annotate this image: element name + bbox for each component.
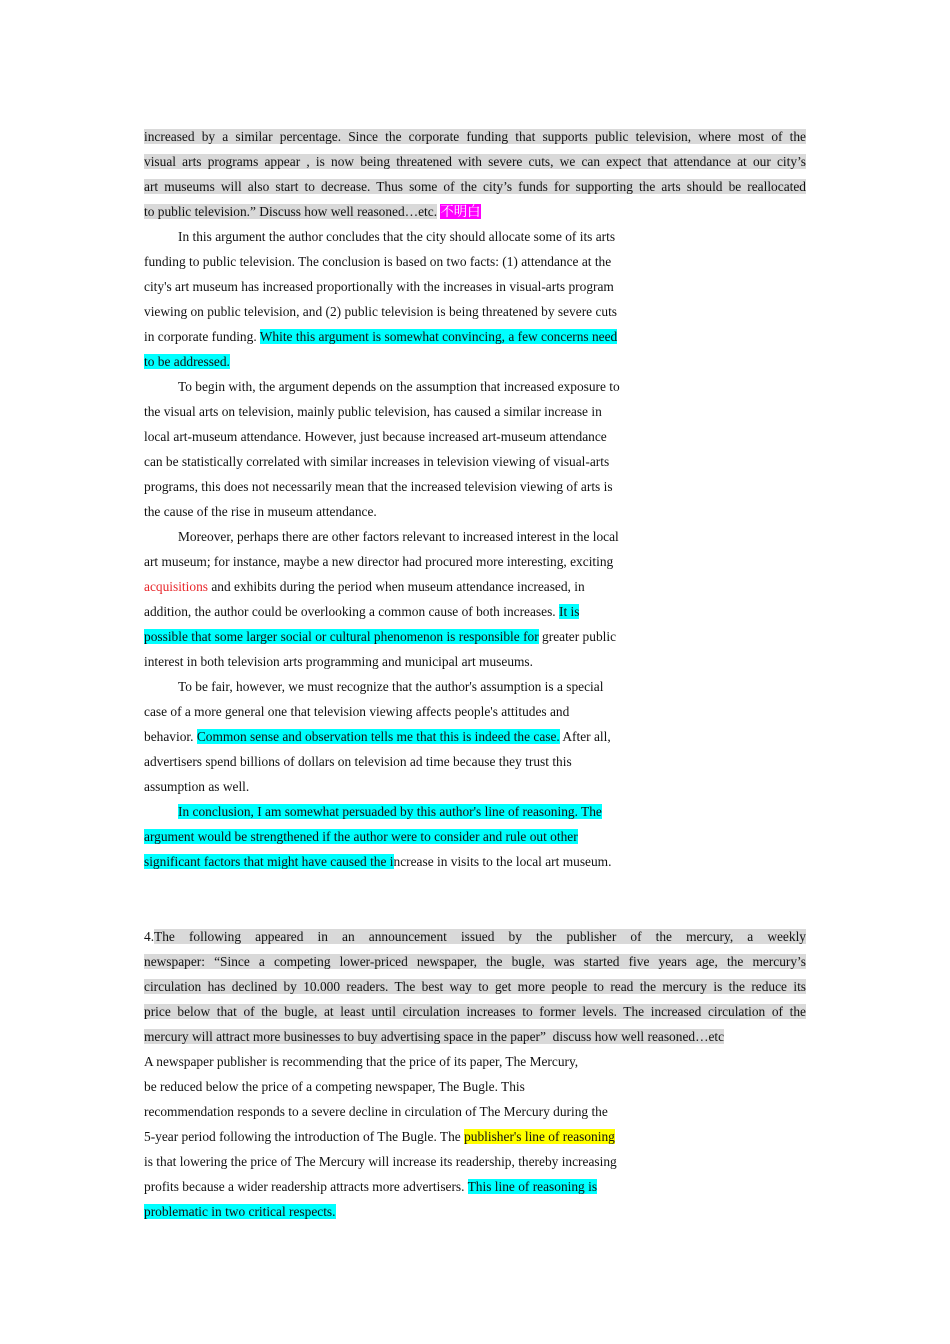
- essay4-line-7: problematic in two critical respects.: [144, 1204, 336, 1219]
- essay3-p3-line-4: addition, the author could be overlooking a common cause of both increases. It is: [144, 604, 580, 619]
- essay3-p1-line-1: In this argument the author concludes that the city should allocate some of its arts: [178, 229, 616, 244]
- essay3-p2-line-6: the cause of the rise in museum attendance.: [144, 504, 377, 519]
- essay3-p3-line-6: interest in both television arts programming and municipal art museums.: [144, 654, 533, 669]
- essay3-p2-line-4: can be statistically correlated with similar increases in television viewing of visual-arts: [144, 454, 610, 469]
- essay3-p3-line-1: Moreover, perhaps there are other factors relevant to increased interest in the local: [178, 529, 619, 544]
- essay4-line-6: profits because a wider readership attracts more advertisers. This line of reasoning is: [144, 1179, 598, 1194]
- essay3-p2-line-3: local art-museum attendance. However, just because increased art-museum attendance: [144, 429, 607, 444]
- essay3-p3-line-5: possible that some larger social or cultural phenomenon is responsible for greater public: [144, 629, 617, 644]
- prompt3-line-4: to public television.” Discuss how well reasoned…etc. 不明白: [144, 204, 481, 219]
- essay3-p1-line-3: city's art museum has increased proportionally with the increases in visual-arts program: [144, 279, 614, 294]
- essay3-p1-line-6: to be addressed.: [144, 354, 230, 369]
- essay4-line-5: is that lowering the price of The Mercury will increase its readership, thereby increasing: [144, 1154, 617, 1169]
- essay3-p2-line-1: To begin with, the argument depends on the assumption that increased exposure to: [178, 379, 620, 394]
- essay3-p5-line-3: significant factors that might have caused the increase in visits to the local art museum.: [144, 854, 612, 869]
- essay3-p1-line-2: funding to public television. The conclusion is based on two facts: (1) attendance at the: [144, 254, 612, 269]
- prompt4-line-1: 4.The following appeared in an announcement issued by the publisher of the mercury, a weekly: [144, 929, 806, 944]
- essay3-p5-line-1: In conclusion, I am somewhat persuaded by this author's line of reasoning. The: [178, 804, 602, 819]
- prompt4-line-5: mercury will attract more businesses to buy advertising space in the paper” discuss how well reasoned…etc: [144, 1029, 725, 1044]
- essay3-p3-line-3: acquisitions and exhibits during the period when museum attendance increased, in: [144, 579, 585, 594]
- essay4-line-4: 5-year period following the introduction of The Bugle. The publisher's line of reasoning: [144, 1129, 615, 1144]
- red-word: acquisitions: [144, 579, 208, 594]
- prompt4-line-2: newspaper: “Since a competing lower-priced newspaper, the bugle, was started five years age, the mercury’s: [144, 954, 806, 969]
- essay3-p4-line-5: assumption as well.: [144, 779, 250, 794]
- essay3-p1-line-5: in corporate funding. White this argument is somewhat convincing, a few concerns need: [144, 329, 618, 344]
- essay3-p4-line-1: To be fair, however, we must recognize that the author's assumption is a special: [178, 679, 604, 694]
- essay4-line-1: A newspaper publisher is recommending that the price of its paper, The Mercury,: [144, 1054, 579, 1069]
- prompt4-line-4: price below that of the bugle, at least until circulation increases to former levels. The increased circulation of the: [144, 1004, 806, 1019]
- essay3-p1-line-4: viewing on public television, and (2) public television is being threatened by severe cuts: [144, 304, 618, 319]
- essay3-p4-line-4: advertisers spend billions of dollars on television ad time because they trust this: [144, 754, 572, 769]
- essay3-p5-line-2: argument would be strengthened if the author were to consider and rule out other: [144, 829, 578, 844]
- essay4-line-2: be reduced below the price of a competing newspaper, The Bugle. This: [144, 1079, 525, 1094]
- essay3-p3-line-2: art museum; for instance, maybe a new director had procured more interesting, exciting: [144, 554, 614, 569]
- essay4-line-3: recommendation responds to a severe decline in circulation of The Mercury during the: [144, 1104, 608, 1119]
- prompt4-line-3: circulation has declined by 10.000 readers. The best way to get more people to read the mercury is the reduce its: [144, 979, 806, 994]
- essay3-p4-line-3: behavior. Common sense and observation tells me that this is indeed the case. After all,: [144, 729, 611, 744]
- prompt3-line-2: visual arts programs appear , is now being threatened with severe cuts, we can expect that attendance at our city’s: [144, 154, 806, 169]
- prompt3-line-1: increased by a similar percentage. Since the corporate funding that supports public television, where most of the: [144, 129, 806, 144]
- prompt3-line-3: art museums will also start to decrease. Thus some of the city’s funds for supporting the arts should be reallocated: [144, 179, 806, 194]
- essay3-p2-line-5: programs, this does not necessarily mean that the increased television viewing of arts is: [144, 479, 613, 494]
- essay3-p2-line-2: the visual arts on television, mainly public television, has caused a similar increase in: [144, 404, 602, 419]
- essay3-p4-line-2: case of a more general one that television viewing affects people's attitudes and: [144, 704, 570, 719]
- annotation-note: 不明白: [440, 204, 481, 219]
- prompt-number: 4.: [144, 929, 155, 944]
